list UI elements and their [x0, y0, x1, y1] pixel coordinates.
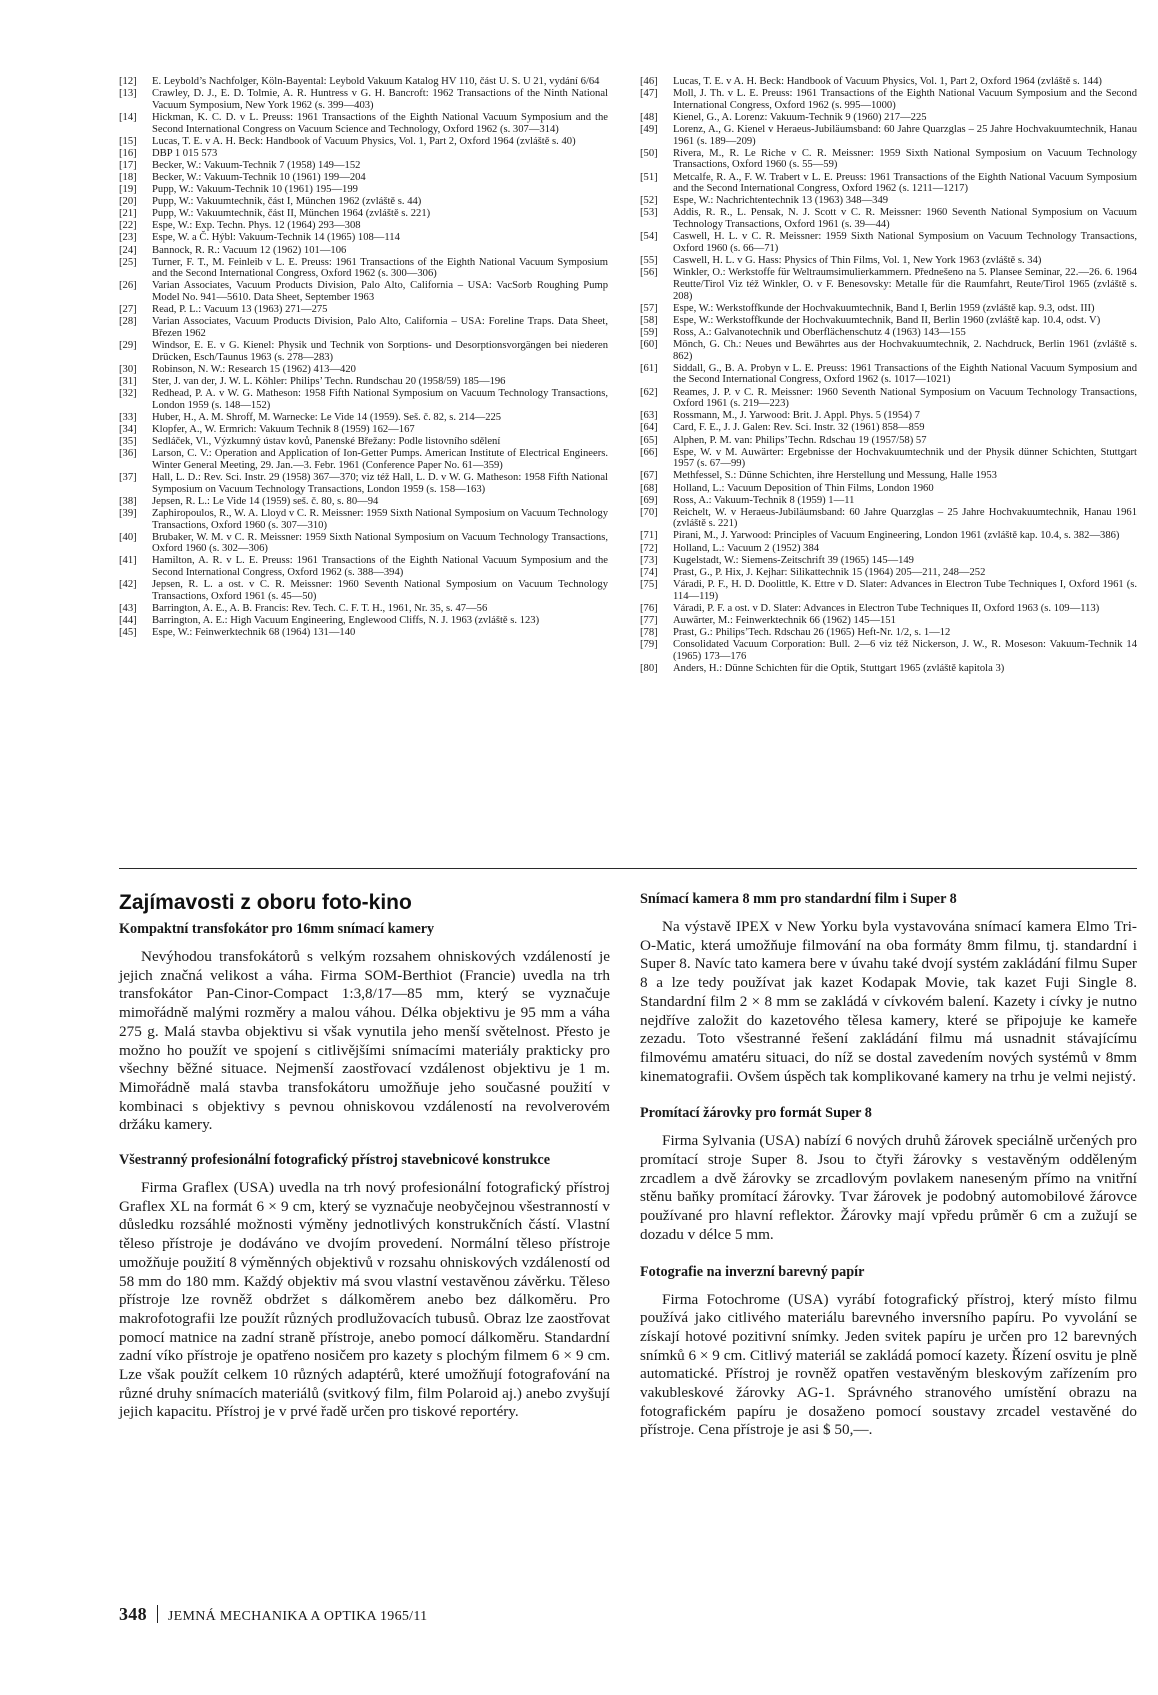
reference-text: DBP 1 015 573	[152, 147, 218, 159]
reference-item	[640, 579, 1137, 602]
reference-number: [59]	[640, 326, 658, 338]
reference-text: Espe, W.: Werkstoffkunde der Hochvakuumtechnik, Band I, Berlin 1959 (zvláště kap. 9.3, odst. III)	[673, 302, 1095, 314]
reference-number: [62]	[640, 386, 658, 398]
reference-number: [29]	[119, 340, 137, 352]
reference-text: Varian Associates, Vacuum Products Division, Palo Alto, California – USA: Foreline Traps. Data Sheet, Březen 1962	[152, 316, 608, 340]
reference-item	[119, 232, 608, 244]
reference-text: Becker, W.: Vakuum-Technik 7 (1958) 149—152	[152, 159, 361, 171]
reference-number: [26]	[119, 280, 137, 292]
reference-text: Váradi, P. F. a ost. v D. Slater: Advances in Electron Tube Techniques II, Oxford 1963 (s. 109—113)	[673, 602, 1100, 614]
reference-item	[640, 327, 1137, 339]
reference-text: Jepsen, R. L.: Le Vide 14 (1959) seš. č. 80, s. 80—94	[152, 495, 379, 507]
article-body: Firma Fotochrome (USA) vyrábí fotografický přístroj, který místo filmu používá jako citlivého materiálu barevného inversního papíru. Po vyvolání se získají hotové pozitivní snímky. Jeden svitek papíru je určen pro 12 barevných snímků 6 × 9 cm. Citlivý materiál se zakládá pomocí kazety. Řízení osvitu je plně automatické. Přístroj je rovněž opatřen vestavěným bleskovým zařízením pro vakubleskové žárovky AG-1. Správného stranového umístění obrazu na fotografickém papíru je dosaženo pomocí soustavy zrcadel vestavěné do přístroje. Cena přístroje je asi $ 50,—.	[640, 1290, 1137, 1439]
reference-text: E. Leybold’s Nachfolger, Köln-Bayental: Leybold Vakuum Katalog HV 110, část U. S. U 21, vydání 6/64	[152, 76, 600, 87]
reference-number: [25]	[119, 256, 137, 268]
reference-item	[640, 172, 1137, 195]
reference-item	[640, 627, 1137, 639]
reference-number: [18]	[119, 171, 137, 183]
reference-number: [43]	[119, 603, 137, 615]
reference-number: [69]	[640, 494, 658, 506]
reference-item	[640, 435, 1137, 447]
reference-text: Larson, C. V.: Operation and Application of Ion-Getter Pumps. American Institute of Electrical Engineers. Winter General Meeting, 29. Jan.—3. Febr. 1961 (Conference Paper No. 61—359)	[152, 448, 608, 471]
reference-item	[640, 663, 1137, 675]
reference-number: [74]	[640, 566, 658, 578]
reference-item	[640, 639, 1137, 662]
article	[119, 920, 610, 1135]
reference-item	[119, 388, 608, 411]
reference-text: Mönch, G. Ch.: Neues und Bewährtes aus der Hochvakuumtechnik, 2. Nachdruck, Berlin 1961 (zvláště s. 862)	[673, 338, 1137, 362]
reference-text: Brubaker, W. M. v C. R. Meissner: 1959 Sixth National Symposium on Vacuum Technology Transactions, Oxford 1960 (s. 302—306)	[152, 531, 608, 555]
reference-number: [42]	[119, 579, 137, 591]
article-body: Nevýhodou transfokátorů s velkým rozsahem ohniskových vzdáleností je jejich značná velikost a váha. Firma SOM-Berthiot (Francie) uvedla na trh transfokátor Pan-Cinor-Compact 1:3,8/17—85 mm, který se vyznačuje mimořádně malými rozměry a malou váhou. Délka objektivu je 95 mm a váha 275 g. Malá stavba objektivu si však vynutila jeho menší světelnost. Přesto je možno ho použít ve spojení s citlivějšími snímacími materiály prakticky pro všechny běžné situace. Nejmenší zaostřovací vzdálenost objektivu je 1 m. Mimořádně malá stavba transfokátoru umožňuje jeho současné použití v kombinaci s objektivy s pevnou ohniskovou vzdáleností na revolverovém držáku kamery.	[119, 948, 610, 1134]
reference-number: [79]	[640, 638, 658, 650]
reference-item	[119, 160, 608, 172]
reference-text: Sedláček, Vl., Výzkumný ústav kovů, Panenské Břežany: Podle listovního sdělení	[152, 436, 501, 448]
reference-item	[640, 112, 1137, 124]
reference-item	[119, 304, 608, 316]
reference-item	[119, 364, 608, 376]
article-heading: Fotografie na inverzní barevný papír	[640, 1263, 865, 1280]
reference-number: [14]	[119, 111, 137, 123]
reference-item	[119, 496, 608, 508]
references-right-column	[640, 76, 1137, 675]
reference-text: Holland, L.: Vacuum 2 (1952) 384	[673, 542, 820, 554]
reference-item	[119, 208, 608, 220]
reference-text: Hall, L. D.: Rev. Sci. Instr. 29 (1958) 367—370; viz též Hall, L. D. v W. G. Matheson: 1958 Fifth National Symposium on Vacuum Technology Transactions, London 1959 (s. 158—163)	[152, 471, 608, 495]
reference-number: [57]	[640, 302, 658, 314]
reference-item	[119, 196, 608, 208]
reference-number: [60]	[640, 338, 658, 350]
article-body: Na výstavě IPEX v New Yorku byla vystavována snímací kamera Elmo Tri-O-Matic, která umožňuje filmování na oba formáty 8mm filmu, tj. standardní i Super 8. Navíc tato kamera bere v úvahu také dvojí systém zakládání filmu Super 8 a lze tedy používat jak kazet Kodapak Movie, tak kazet Fuji Single 8. Standardní film 2 × 8 mm se zakládá v cívkovém balení. Kazety i cívky je nutno nejdříve založit do kazetového tělesa kamery, které se připojuje ke kameře zezadu. Toto všestranné řešení zakládání filmu má usnadnit stávajícímu filmovému amatéru situaci, do níž se dostal zavedením nových systémů v 8mm kinematografii. Ovšem úspěch tak komplikované kamery na trhu je velmi nejistý.	[640, 918, 1137, 1085]
reference-item	[640, 507, 1137, 530]
reference-number: [40]	[119, 531, 137, 543]
reference-item	[640, 530, 1137, 542]
reference-item	[119, 615, 608, 627]
reference-text: Anders, H.: Dünne Schichten für die Optik, Stuttgart 1965 (zvláště kapitola 3)	[673, 662, 1005, 674]
reference-number: [13]	[119, 88, 137, 100]
reference-text: Robinson, N. W.: Research 15 (1962) 413—420	[152, 363, 356, 375]
reference-item	[640, 231, 1137, 254]
reference-number: [20]	[119, 196, 137, 208]
reference-number: [24]	[119, 244, 137, 256]
reference-number: [19]	[119, 184, 137, 196]
reference-number: [37]	[119, 471, 137, 483]
reference-number: [12]	[119, 76, 137, 87]
reference-text: Pupp, W.: Vakuumtechnik, část II, München 1964 (zvláště s. 221)	[152, 208, 431, 220]
reference-text: Auwärter, M.: Feinwerktechnik 66 (1962) 145—151	[673, 614, 896, 626]
reference-number: [31]	[119, 376, 137, 387]
reference-text: Váradi, P. F., H. D. Doolittle, K. Ettre v D. Slater: Advances in Electron Tube Techniques I, Oxford 1961 (s. 114—119)	[673, 578, 1137, 602]
reference-item	[640, 303, 1137, 315]
reference-text: Reichelt, W. v Heraeus-Jubiläumsband: 60 Jahre Quarzglas – 25 Jahre Hochvakuumtechnik, Hanau 1961 (zvláště s. 221)	[673, 506, 1137, 530]
reference-item	[119, 436, 608, 448]
article	[640, 1104, 1137, 1244]
reference-item	[119, 172, 608, 184]
reference-item	[119, 148, 608, 160]
reference-text: Ross, A.: Galvanotechnik und Oberflächenschutz 4 (1963) 143—155	[673, 326, 966, 338]
reference-number: [66]	[640, 446, 658, 458]
reference-text: Caswell, H. L. v G. Hass: Physics of Thin Films, Vol. 1, New York 1963 (zvláště s. 34)	[673, 255, 1042, 267]
reference-text: Windsor, E. E. v G. Kienel: Physik und Technik von Sorptions- und Desorptionsvorgängen bei niederen Drücken, Esch/Taunus 1963 (s. 278—283)	[152, 340, 608, 363]
reference-text: Metcalfe, R. A., F. W. Trabert v L. E. Preuss: 1961 Transactions of the Eighth National Vacuum Symposium and the Second International Congress, Oxford 1962 (s. 1211—1217)	[673, 171, 1137, 195]
reference-item	[640, 339, 1137, 362]
reference-item	[119, 220, 608, 232]
reference-text: Prast, G., P. Hix, J. Kejhar: Silikattechnik 15 (1964) 205—211, 248—252	[673, 566, 986, 578]
reference-text: Lucas, T. E. v A. H. Beck: Handbook of Vacuum Physics, Vol. 1, Part 2, Oxford 1964 (zvláště s. 144)	[673, 76, 1102, 87]
reference-item	[640, 267, 1137, 302]
section-divider	[119, 868, 1137, 869]
article	[640, 890, 1137, 1086]
reference-item	[640, 148, 1137, 171]
reference-number: [46]	[640, 76, 658, 87]
reference-item	[640, 315, 1137, 327]
reference-item	[119, 316, 608, 339]
reference-text: Rivera, M., R. Le Riche v C. R. Meissner: 1959 Sixth National Symposium on Vacuum Technology Transactions, Oxford 1960 (s. 55—59)	[673, 147, 1137, 171]
reference-number: [39]	[119, 507, 137, 519]
reference-number: [76]	[640, 602, 658, 614]
reference-text: Pirani, M., J. Yarwood: Principles of Vacuum Engineering, London 1961 (zvláště kap. 10.4, s. 382—386)	[673, 530, 1120, 542]
reference-number: [72]	[640, 542, 658, 554]
reference-number: [80]	[640, 662, 658, 674]
reference-item	[640, 88, 1137, 111]
reference-text: Bannock, R. R.: Vacuum 12 (1962) 101—106	[152, 244, 347, 256]
reference-item	[119, 257, 608, 280]
reference-item	[640, 422, 1137, 434]
reference-number: [44]	[119, 615, 137, 627]
reference-number: [23]	[119, 232, 137, 244]
reference-text: Jepsen, R. L. a ost. v C. R. Meissner: 1960 Seventh National Symposium on Vacuum Technology Transactions, Oxford 1961 (s. 45—50)	[152, 579, 608, 602]
reference-number: [38]	[119, 495, 137, 507]
reference-text: Rossmann, M., J. Yarwood: Brit. J. Appl. Phys. 5 (1954) 7	[673, 410, 920, 422]
reference-text: Hickman, K. C. D. v L. Preuss: 1961 Transactions of the Eighth National Vacuum Symposium and the Second International Congress on Vacuum Science and Technology, Oxford 1962 (s. 307—314)	[152, 111, 608, 135]
reference-item	[640, 387, 1137, 410]
reference-number: [75]	[640, 578, 658, 590]
reference-text: Pupp, W.: Vakuumtechnik, část I, München 1962 (zvláště s. 44)	[152, 196, 422, 208]
reference-item	[119, 76, 608, 88]
reference-number: [22]	[119, 220, 137, 232]
reference-item	[119, 88, 608, 111]
reference-number: [50]	[640, 147, 658, 159]
reference-number: [49]	[640, 123, 658, 135]
reference-text: Reames, J. P. v C. R. Meissner: 1960 Seventh National Symposium on Vacuum Technology Transactions, Oxford 1961 (s. 219—223)	[673, 386, 1137, 410]
reference-item	[640, 363, 1137, 386]
reference-number: [53]	[640, 207, 658, 219]
reference-item	[119, 280, 608, 303]
reference-text: Methfessel, S.: Dünne Schichten, ihre Herstellung und Messung, Halle 1953	[673, 470, 997, 482]
reference-item	[119, 340, 608, 363]
reference-text: Prast, G.: Philips’Tech. Rdschau 26 (1965) Heft-Nr. 1/2, s. 1—12	[673, 626, 951, 638]
reference-number: [64]	[640, 422, 658, 434]
reference-text: Crawley, D. J., E. D. Tolmie, A. R. Huntress v G. H. Bancroft: 1962 Transactions of the Ninth National Vacuum Symposium, New York 1962 (s. 399—403)	[152, 88, 608, 111]
reference-text: Alphen, P. M. van: Philips’Techn. Rdschau 19 (1957/58) 57	[673, 434, 927, 446]
reference-item	[640, 76, 1137, 88]
article-body: Firma Graflex (USA) uvedla na trh nový profesionální fotografický přístroj Graflex XL na formát 6 × 9 cm, který se vyznačuje neobyčejnou všestranností v důsledku rozsáhlé možnosti výměny jednotlivých konstrukčních částí. Vlastní těleso přístroje je dodáváno ve dvojím provedení. Normální těleso přístroje umožňuje použití 8 výměnných objektivů v rozsahu ohniskových vzdáleností od 58 mm do 180 mm. Každý objektiv má svou vlastní vestavěnou závěrku. Těleso přístroje lze rovněž obdržet s dálkoměrem anebo bez dálkoměru. Pro makrofotografii lze použít různých prodlužovacích tubusů. Obraz lze zaostřovat pomocí matnice na zadní straně přístroje, anebo pomocí dálkoměru. Standardní zadní víko přístroje je opatřeno nosičem pro kazety s plochým filmem 6 × 9 cm. Lze však použít celkem 10 různých adaptérů, které umožňují fotografování na různé druhy snímacích materiálů (svitkový film, film Polaroid aj.) anebo zvyšují jejich kapacitu. Přístroj je v prvé řadě určen pro tiskové reportéry.	[119, 1179, 610, 1421]
reference-item	[119, 245, 608, 257]
reference-item	[640, 195, 1137, 207]
reference-number: [52]	[640, 195, 658, 207]
reference-text: Read, P. L.: Vacuum 13 (1963) 271—275	[152, 304, 328, 316]
reference-item	[640, 615, 1137, 627]
reference-text: Lorenz, A., G. Kienel v Heraeus-Jubiläumsband: 60 Jahre Quarzglas – 25 Jahre Hochvakuumtechnik, Hanau 1961 (s. 189—209)	[673, 123, 1137, 147]
reference-text: Barrington, A. E., A. B. Francis: Rev. Tech. C. F. T. H., 1961, Nr. 35, s. 47—56	[152, 603, 488, 615]
reference-text: Kienel, G., A. Lorenz: Vakuum-Technik 9 (1960) 217—225	[673, 111, 927, 123]
reference-item	[640, 470, 1137, 482]
reference-item	[119, 112, 608, 135]
reference-text: Pupp, W.: Vakuum-Technik 10 (1961) 195—199	[152, 184, 358, 196]
article-heading: Kompaktní transfokátor pro 16mm snímací kamery	[119, 921, 435, 937]
reference-number: [41]	[119, 555, 137, 567]
reference-item	[640, 603, 1137, 615]
reference-item	[640, 410, 1137, 422]
reference-number: [77]	[640, 614, 658, 626]
reference-item	[119, 136, 608, 148]
reference-text: Card, F. E., J. J. Galen: Rev. Sci. Instr. 32 (1961) 858—859	[673, 422, 925, 434]
reference-text: Huber, H., A. M. Shroff, M. Warnecke: Le Vide 14 (1959). Seš. č. 82, s. 214—225	[152, 411, 502, 423]
page-number: 348	[119, 1604, 147, 1624]
reference-text: Espe, W.: Feinwerktechnik 68 (1964) 131—140	[152, 627, 356, 639]
reference-number: [32]	[119, 388, 137, 400]
reference-item	[640, 543, 1137, 555]
reference-item	[119, 412, 608, 424]
reference-number: [45]	[119, 627, 137, 639]
reference-item	[119, 627, 608, 639]
reference-item	[119, 508, 608, 531]
reference-text: Consolidated Vacuum Corporation: Bull. 2—6 viz též Nickerson, J. W., R. Moseson: Vakuum-Technik 14 (1965) 173—176	[673, 638, 1137, 662]
reference-number: [54]	[640, 231, 658, 243]
reference-number: [17]	[119, 159, 137, 171]
reference-text: Varian Associates, Vacuum Products Division, Palo Alto, California – USA: VacSorb Roughing Pump Model No. 941—5610. Data Sheet, September 1963	[152, 280, 608, 304]
reference-text: Ross, A.: Vakuum-Technik 8 (1959) 1—11	[673, 494, 855, 506]
reference-item	[640, 124, 1137, 147]
reference-number: [78]	[640, 626, 658, 638]
reference-text: Addis, R. R., L. Pensak, N. J. Scott v C. R. Meissner: 1960 Seventh National Symposium on Vacuum Technology Transactions, Oxford 1961 (s. 39—44)	[673, 207, 1137, 231]
reference-text: Turner, F. T., M. Feinleib v L. E. Preuss: 1961 Transactions of the Eighth National Vacuum Symposium and the Second International Congress, Oxford 1962 (s. 300—306)	[152, 256, 608, 280]
reference-number: [68]	[640, 482, 658, 494]
reference-number: [63]	[640, 410, 658, 422]
reference-text: Winkler, O.: Werkstoffe für Weltraumsimulierkammern. Přednešeno na 5. Plansee Seminar, 22.—26. 6. 1964 Reutte/Tirol Viz též Winkler, O. v F. Benesovsky: Metalle für die Raumfahrt, Reute/Tirol 1965 (zvláště s. 208)	[673, 267, 1137, 302]
reference-number: [16]	[119, 147, 137, 159]
reference-text: Barrington, A. E.: High Vacuum Engineering, Englewood Cliffs, N. J. 1963 (zvláště s. 123)	[152, 615, 540, 627]
reference-item	[119, 376, 608, 388]
reference-text: Kugelstadt, W.: Siemens-Zeitschrift 39 (1965) 145—149	[673, 554, 914, 566]
reference-item	[640, 255, 1137, 267]
reference-text: Espe, W.: Werkstoffkunde der Hochvakuumtechnik, Band II, Berlin 1960 (zvláště kap. 10.4, odst. V)	[673, 314, 1101, 326]
reference-item	[640, 495, 1137, 507]
reference-number: [65]	[640, 434, 658, 446]
reference-item	[119, 424, 608, 436]
reference-number: [51]	[640, 171, 658, 183]
reference-number: [30]	[119, 363, 137, 375]
reference-text: Espe, W. a Č. Hýbl: Vakuum-Technik 14 (1965) 108—114	[152, 232, 400, 244]
reference-number: [67]	[640, 470, 658, 482]
reference-item	[640, 447, 1137, 470]
reference-item	[119, 184, 608, 196]
reference-number: [35]	[119, 436, 137, 448]
footer-divider	[157, 1605, 158, 1623]
reference-text: Siddall, G., B. A. Probyn v L. E. Preuss: 1961 Transactions of the Eighth National Vacuum Symposium and the Second International Congress, Oxford 1962 (s. 1017—1021)	[673, 362, 1137, 386]
article	[640, 1263, 1137, 1441]
reference-text: Redhead, P. A. v W. G. Matheson: 1958 Fifth National Symposium on Vacuum Technology Transactions, London 1959 (s. 148—152)	[152, 388, 608, 411]
reference-number: [21]	[119, 208, 137, 220]
reference-text: Ster, J. van der, J. W. L. Köhler: Philips’ Techn. Rundschau 20 (1958/59) 185—196	[152, 376, 506, 387]
references-left-column	[119, 76, 608, 639]
reference-item	[119, 448, 608, 471]
reference-number: [73]	[640, 554, 658, 566]
reference-item	[640, 567, 1137, 579]
reference-number: [48]	[640, 111, 658, 123]
reference-item	[119, 555, 608, 578]
articles-right-column	[640, 890, 1137, 1456]
reference-item	[119, 472, 608, 495]
reference-text: Zaphiropoulos, R., W. A. Lloyd v C. R. Meissner: 1959 Sixth National Symposium on Vacuum Technology Transactions, Oxford 1960 (s. 307—310)	[152, 507, 608, 531]
reference-item	[119, 603, 608, 615]
reference-text: Becker, W.: Vakuum-Technik 10 (1961) 199—204	[152, 171, 366, 183]
reference-text: Klopfer, A., W. Ermrich: Vakuum Technik 8 (1959) 162—167	[152, 423, 415, 435]
reference-text: Lucas, T. E. v A. H. Beck: Handbook of Vacuum Physics, Vol. 1, Part 2, Oxford 1964 (zvláště s. 40)	[152, 135, 576, 147]
reference-number: [55]	[640, 255, 658, 267]
reference-item	[640, 483, 1137, 495]
section-title: Zajímavosti z oboru foto-kino	[119, 891, 412, 914]
reference-number: [71]	[640, 530, 658, 542]
reference-text: Caswell, H. L. v C. R. Meissner: 1959 Sixth National Symposium on Vacuum Technology Transactions, Oxford 1960 (s. 66—71)	[673, 231, 1137, 254]
reference-number: [61]	[640, 362, 658, 374]
reference-item	[640, 207, 1137, 230]
reference-text: Espe, W. v M. Auwärter: Ergebnisse der Hochvakuumtechnik und der Physik dünner Schichten, Stuttgart 1957 (s. 67—99)	[673, 446, 1137, 470]
reference-number: [58]	[640, 314, 658, 326]
reference-text: Espe, W.: Exp. Techn. Phys. 12 (1964) 293—308	[152, 220, 361, 232]
reference-text: Holland, L.: Vacuum Deposition of Thin Films, London 1960	[673, 482, 934, 494]
page-footer	[119, 1604, 427, 1625]
reference-text: Hamilton, A. R. v L. E. Preuss: 1961 Transactions of the Eighth National Vacuum Symposium and the Second International Congress, Oxford 1962 (s. 388—394)	[152, 555, 608, 579]
reference-number: [27]	[119, 304, 137, 316]
reference-text: Moll, J. Th. v L. E. Preuss: 1961 Transactions of the Eighth National Vacuum Symposium and the Second International Congress, Oxford 1962 (s. 995—1000)	[673, 88, 1137, 111]
reference-number: [47]	[640, 88, 658, 100]
journal-title: JEMNÁ MECHANIKA A OPTIKA 1965/11	[167, 1609, 428, 1624]
reference-number: [36]	[119, 448, 137, 460]
reference-number: [28]	[119, 316, 137, 328]
article-heading: Promítací žárovky pro formát Super 8	[640, 1105, 872, 1122]
reference-item	[119, 532, 608, 555]
reference-number: [34]	[119, 423, 137, 435]
reference-number: [33]	[119, 411, 137, 423]
reference-item	[119, 579, 608, 602]
reference-number: [70]	[640, 506, 658, 518]
article	[119, 1151, 610, 1422]
article-heading: Snímací kamera 8 mm pro standardní film i Super 8	[640, 891, 957, 907]
reference-item	[640, 555, 1137, 567]
reference-text: Espe, W.: Nachrichtentechnik 13 (1963) 348—349	[673, 195, 889, 207]
article-body: Firma Sylvania (USA) nabízí 6 nových druhů žárovek speciálně určených pro promítací stroje Super 8. Jsou to čtyři žárovky s vestavěným odděleným zrcadlem a dvě žárovky se zrcadlovým povlakem naneseným přímo na vnitřní stěnu baňky promítací žárovky. Tvar žárovek je podobný automobilové žárovce používané pro hlavní reflektor. Žárovky mají vpředu průměr 6 cm a zužují se dozadu v délce 5 mm.	[640, 1132, 1137, 1243]
reference-number: [56]	[640, 267, 658, 279]
articles-left-column	[119, 890, 610, 1438]
reference-number: [15]	[119, 135, 137, 147]
article-heading: Všestranný profesionální fotografický přístroj stavebnicové konstrukce	[119, 1152, 551, 1169]
